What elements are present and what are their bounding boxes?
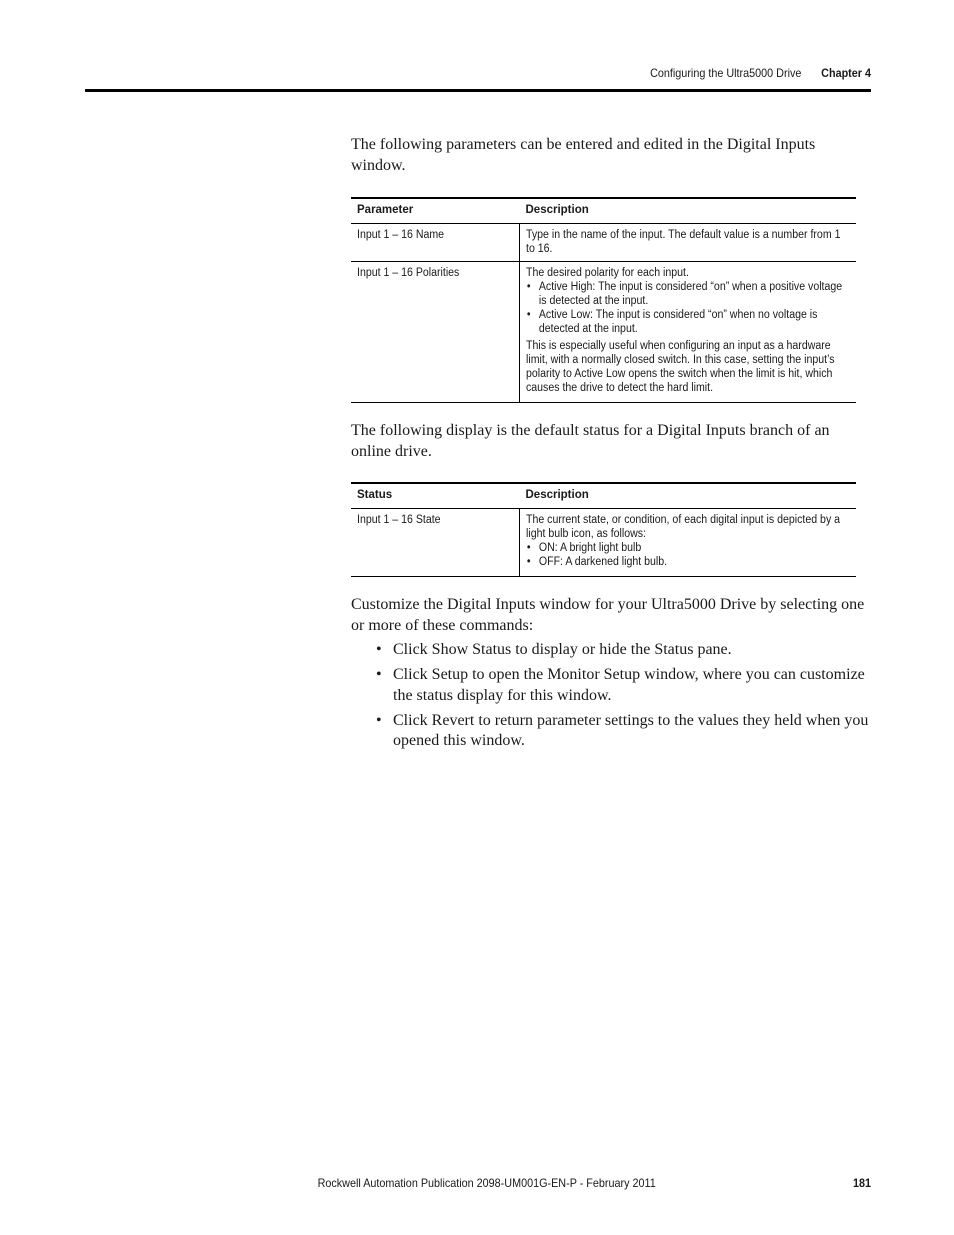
table-header-row	[351, 198, 856, 224]
status-paragraph: The following display is the default status for a Digital Inputs branch of an online drive.	[351, 422, 830, 460]
chapter-label: Chapter 4	[821, 66, 871, 80]
publication-info: Rockwell Automation Publication 2098-UM001G-EN-P - February 2011	[317, 1176, 656, 1190]
column-header-parameter: Parameter	[351, 198, 520, 224]
parameter-cell	[351, 262, 520, 403]
description-text: The desired polarity for each input.	[526, 267, 689, 279]
column-header-description: Description	[520, 198, 857, 224]
commands-list	[373, 640, 871, 756]
state-options-list	[526, 541, 848, 569]
list-item: • Click Revert to return parameter settings to the values they held when you opened this window.	[373, 711, 871, 752]
description-cell	[520, 262, 857, 403]
list-item: • Active Low: The input is considered “on” when no voltage is detected at the input.	[526, 308, 848, 336]
table-row	[351, 262, 856, 403]
header-rule	[85, 89, 871, 92]
description-text: Type in the name of the input. The default value is a number from 1 to 16.	[526, 229, 841, 255]
table-row	[351, 224, 856, 262]
description-text: The current state, or condition, of each digital input is depicted by a light bulb icon, as follows:	[526, 514, 841, 540]
status-name: Input 1 – 16 State	[357, 514, 441, 526]
page-number: 181	[852, 1176, 871, 1190]
parameter-cell	[351, 224, 520, 262]
description-cell	[520, 224, 857, 262]
running-header	[164, 66, 871, 82]
column-header-status: Status	[351, 483, 520, 509]
page-footer	[85, 1176, 871, 1192]
list-item: • Click Setup to open the Monitor Setup window, where you can customize the status display for this window.	[373, 665, 871, 706]
description-cell	[520, 509, 857, 577]
table-header-row	[351, 483, 856, 509]
status-table	[351, 482, 856, 577]
column-header-description: Description	[520, 483, 857, 509]
description-note: This is especially useful when configuring an input as a hardware limit, with a normally closed switch. In this case, setting the input’s polarity to Active Low opens the switch when the limit is hit, which causes the drive to detect the hard limit.	[526, 340, 835, 394]
intro-paragraph: The following parameters can be entered and edited in the Digital Inputs window.	[351, 136, 816, 174]
polarity-options-list	[526, 280, 848, 336]
parameter-name: Input 1 – 16 Name	[357, 229, 445, 241]
status-cell	[351, 509, 520, 577]
parameters-table	[351, 197, 856, 403]
list-item: • Click Show Status to display or hide the Status pane.	[373, 640, 871, 661]
list-item: • OFF: A darkened light bulb.	[526, 555, 848, 569]
list-item: • ON: A bright light bulb	[526, 541, 848, 555]
section-title: Configuring the Ultra5000 Drive	[650, 66, 802, 80]
table-row	[351, 509, 856, 577]
list-item: • Active High: The input is considered “on” when a positive voltage is detected at the input.	[526, 280, 848, 308]
parameter-name: Input 1 – 16 Polarities	[357, 267, 460, 279]
customize-paragraph: Customize the Digital Inputs window for your Ultra5000 Drive by selecting one or more of these commands:	[351, 596, 865, 634]
